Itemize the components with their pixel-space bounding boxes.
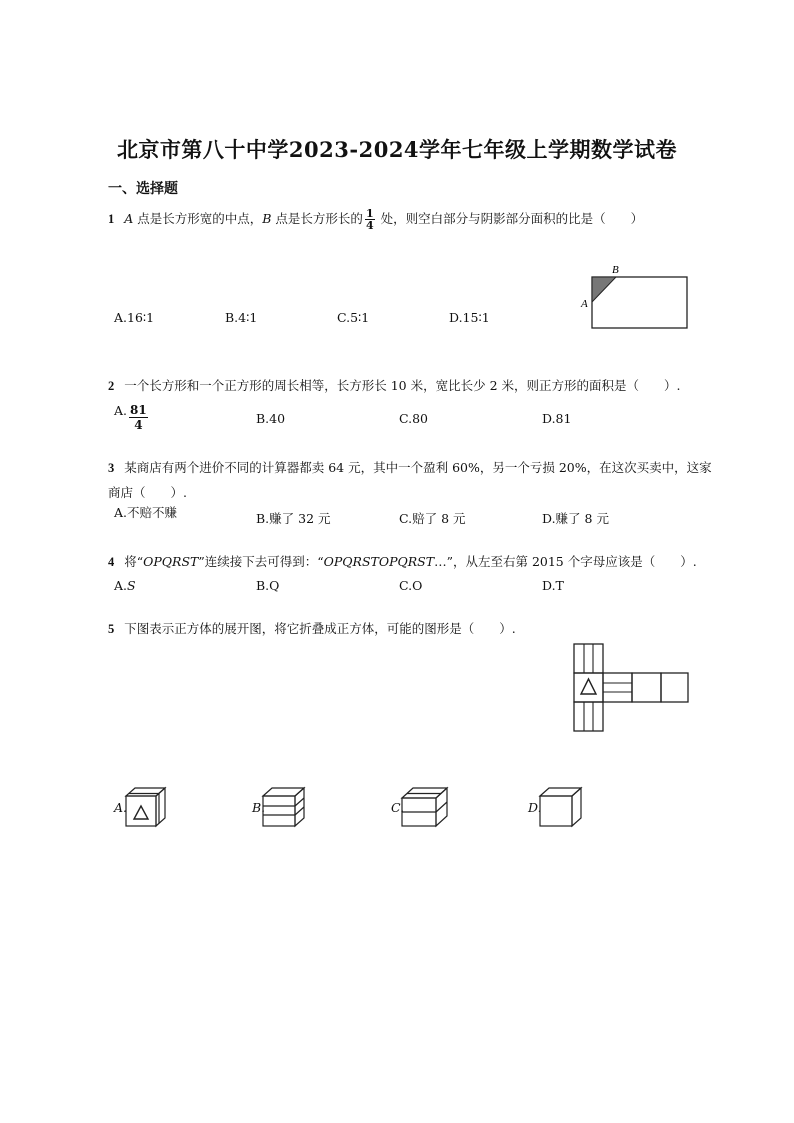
question-3-line-2: 商店（ ）. xyxy=(108,485,187,500)
letter-sequence-repeated: OPQRSTOPQRST xyxy=(323,554,435,569)
question-text: ”连续接下去可得到：“ xyxy=(198,554,324,569)
q2-option-d[interactable]: D.81 xyxy=(542,411,572,426)
question-number: 1 xyxy=(108,212,115,226)
fraction-81-over-4: $\frac{81}{4}$ xyxy=(130,403,147,432)
question-text: 下图表示正方体的展开图，将它折叠成正方体，可能的图形是（ ）. xyxy=(124,621,516,636)
triangle-icon xyxy=(581,679,596,694)
question-3 xyxy=(108,459,712,477)
q3-option-a[interactable]: A.不赔不赚 xyxy=(114,505,178,520)
q5-option-a-label[interactable]: A. xyxy=(114,800,128,815)
net-face-triangle xyxy=(574,673,603,702)
net-face-top xyxy=(574,644,603,673)
question-text: 某商店有两个进价不同的计算器都卖 64 元，其中一个盈利 60%，另一个亏损 20%，在这次买卖中，这家 xyxy=(124,460,712,475)
q5-option-c-cube[interactable] xyxy=(398,785,452,829)
question-text: 一个长方形和一个正方形的周长相等，长方形长 10 米，宽比长少 2 米，则正方形的面积是（ ）. xyxy=(124,378,681,393)
question-number: 2 xyxy=(108,379,115,393)
option-prefix: A. xyxy=(114,403,128,418)
question-number: 4 xyxy=(108,555,115,569)
q2-option-c[interactable]: C.80 xyxy=(399,411,428,426)
q1-option-a[interactable]: A.16∶1 xyxy=(114,310,155,325)
question-text: 将“ xyxy=(124,554,144,569)
q1-option-b[interactable]: B.4∶1 xyxy=(225,310,258,325)
question-5 xyxy=(108,620,516,638)
page-title: 北京市第八十中学2023-2024学年七年级上学期数学试卷 xyxy=(116,137,678,162)
q5-option-d-cube[interactable] xyxy=(536,785,588,829)
option-letter: S xyxy=(127,578,136,593)
q5-option-b-label[interactable]: B. xyxy=(252,800,266,815)
question-text: 点是长方形长的 xyxy=(271,211,363,226)
q3-option-d[interactable]: D.赚了 8 元 xyxy=(542,511,609,526)
point-b-label: B xyxy=(262,211,272,226)
triangle-icon xyxy=(134,806,148,819)
net-face-plain-2 xyxy=(661,673,688,702)
point-a-label: A xyxy=(581,298,588,310)
fraction-one-quarter: $\frac{1}{4}$ xyxy=(365,207,374,232)
section-heading: 一、选择题 xyxy=(108,181,178,197)
q3-option-b[interactable]: B.赚了 32 元 xyxy=(256,511,331,526)
q4-option-a[interactable] xyxy=(114,578,136,593)
net-face-plain-1 xyxy=(632,673,661,702)
q5-option-a-cube[interactable] xyxy=(122,785,172,829)
q2-option-b[interactable]: B.40 xyxy=(256,411,286,426)
letter-sequence: OPQRST xyxy=(143,554,199,569)
question-text: 处，则空白部分与阴影部分面积的比是（ ） xyxy=(376,211,644,226)
q5-option-d-label[interactable]: D. xyxy=(528,800,542,815)
point-b-label: B xyxy=(612,264,619,276)
q5-option-c-label[interactable]: C. xyxy=(391,800,405,815)
q3-option-c[interactable]: C.赔了 8 元 xyxy=(399,511,466,526)
rectangle-figure xyxy=(578,262,693,334)
q4-option-c[interactable]: C.O xyxy=(399,578,423,593)
q2-option-a[interactable] xyxy=(114,403,150,432)
q4-option-b[interactable]: B.Q xyxy=(256,578,280,593)
net-face-band xyxy=(603,673,632,702)
q1-option-c[interactable]: C.5∶1 xyxy=(337,310,370,325)
point-a-label: A xyxy=(124,211,134,226)
option-prefix: A. xyxy=(114,578,128,593)
q1-option-d[interactable]: D.15∶1 xyxy=(449,310,490,325)
question-number: 5 xyxy=(108,622,115,636)
question-4 xyxy=(108,553,697,571)
question-2 xyxy=(108,377,680,395)
question-text: …”，从左至右第 2015 个字母应该是（ ）. xyxy=(434,554,697,569)
q5-option-b-cube[interactable] xyxy=(259,785,311,829)
question-1 xyxy=(108,208,643,231)
question-text: 点是长方形宽的中点， xyxy=(133,211,263,226)
q4-option-d[interactable]: D.T xyxy=(542,578,564,593)
question-number: 3 xyxy=(108,461,115,475)
net-face-bottom xyxy=(574,702,603,731)
cube-net-figure xyxy=(570,642,692,734)
shaded-triangle xyxy=(592,277,616,302)
